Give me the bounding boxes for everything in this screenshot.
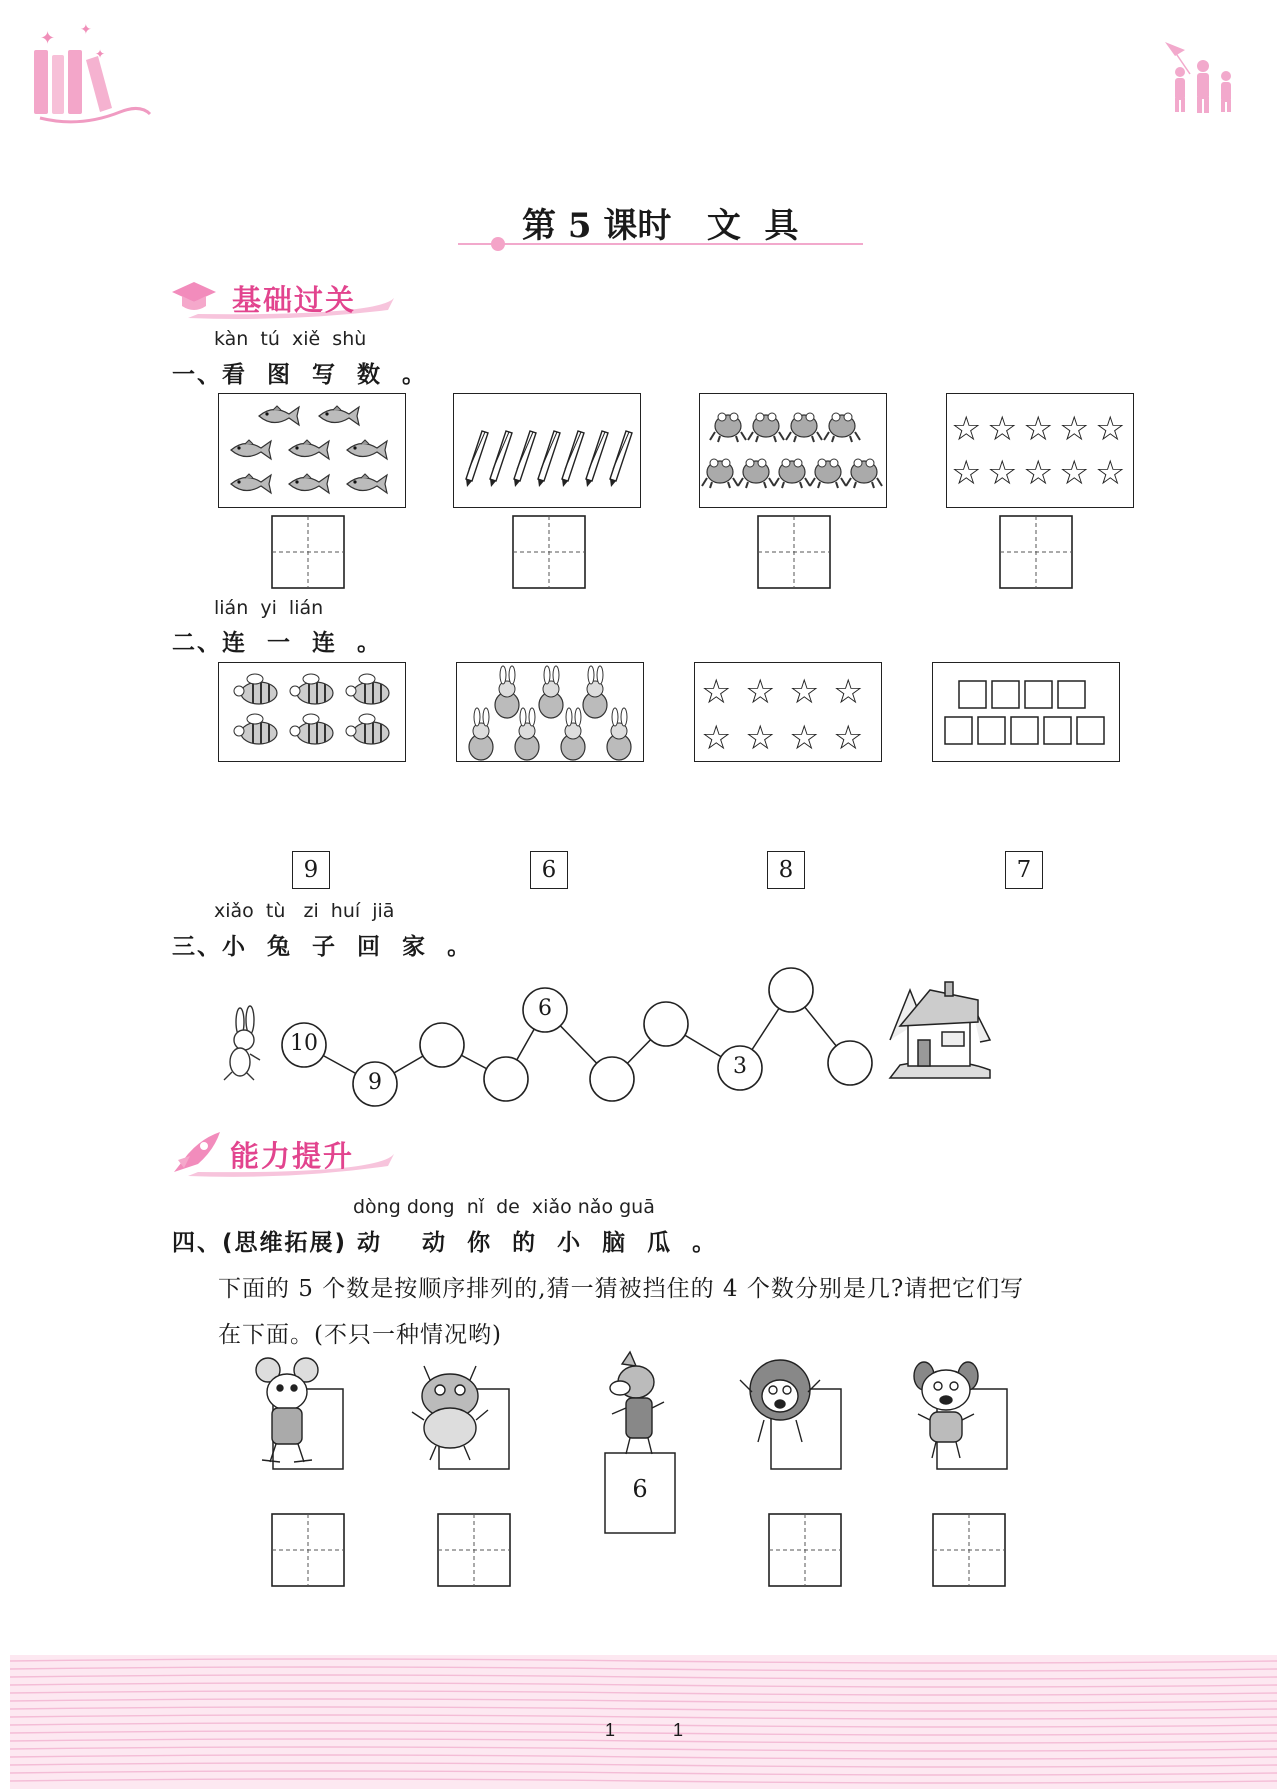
horse-icon	[610, 1352, 664, 1454]
circle-label: 6	[538, 996, 552, 1021]
q2-number-box[interactable]: 7	[1005, 851, 1043, 889]
svg-text:☆: ☆	[1023, 409, 1054, 449]
q4-answer-box-3[interactable]	[768, 1513, 842, 1587]
svg-text:☆: ☆	[1059, 453, 1090, 493]
q4-pinyin: dòng dong nǐ de xiǎo nǎo guā	[353, 1196, 655, 1218]
q2-label: 二、连 一 连 。	[172, 630, 383, 656]
q3-pinyin: xiǎo tù zi huí jiā	[214, 900, 395, 922]
path-circle	[769, 968, 813, 1012]
q1-pinyin: kàn tú xiě shù	[214, 328, 367, 350]
q4-label: 四、(思维拓展) 动 动 你 的 小 脑 瓜 。	[172, 1230, 718, 1256]
q2-number-box[interactable]: 8	[767, 851, 805, 889]
svg-text:☆: ☆	[833, 672, 864, 712]
svg-text:☆: ☆	[701, 718, 732, 758]
q2-pinyin: lián yi lián	[214, 597, 324, 619]
svg-text:☆: ☆	[1095, 409, 1126, 449]
svg-text:☆: ☆	[1095, 453, 1126, 493]
svg-text:☆: ☆	[789, 672, 820, 712]
svg-text:☆: ☆	[951, 453, 982, 493]
page-number-right: 1	[673, 1720, 684, 1740]
q4-answer-box-2[interactable]	[437, 1513, 511, 1587]
svg-text:☆: ☆	[987, 453, 1018, 493]
rocket-icon	[174, 1132, 220, 1172]
q2-number-box[interactable]: 9	[292, 851, 330, 889]
svg-text:☆: ☆	[745, 672, 776, 712]
path-circle	[484, 1057, 528, 1101]
page-title: 第 5 课时 文 具	[522, 206, 799, 246]
q4-description-line2: 在下面。(不只一种情况哟)	[218, 1322, 502, 1348]
svg-text:☆: ☆	[833, 718, 864, 758]
q2-number-box[interactable]: 6	[530, 851, 568, 889]
q1-label: 一、看 图 写 数 。	[172, 362, 428, 388]
path-circle	[590, 1057, 634, 1101]
circle-label: 10	[290, 1031, 318, 1056]
svg-text:☆: ☆	[701, 672, 732, 712]
section-title-advanced: 能力提升	[230, 1139, 355, 1173]
svg-text:☆: ☆	[745, 718, 776, 758]
svg-text:✦: ✦	[95, 47, 106, 61]
q4-answer-box-1[interactable]	[271, 1513, 345, 1587]
section-title-basic: 基础过关	[232, 283, 357, 317]
svg-text:✦: ✦	[80, 22, 92, 38]
svg-text:✦: ✦	[40, 28, 56, 49]
svg-text:☆: ☆	[789, 718, 820, 758]
svg-text:☆: ☆	[987, 409, 1018, 449]
circle-label: 3	[733, 1054, 747, 1079]
svg-text:☆: ☆	[1059, 409, 1090, 449]
q4-description-line1: 下面的 5 个数是按顺序排列的,猜一猜被挡住的 4 个数分别是几?请把它们写	[218, 1276, 1025, 1302]
path-circle	[644, 1002, 688, 1046]
svg-text:☆: ☆	[951, 409, 982, 449]
path-circle	[828, 1041, 872, 1085]
q3-label: 三、小 兔 子 回 家 。	[172, 934, 473, 960]
page-number-left: 1	[605, 1720, 616, 1740]
q4-animals-row	[0, 1350, 1287, 1590]
footer-stripes	[10, 1655, 1277, 1789]
svg-text:☆: ☆	[1023, 453, 1054, 493]
q4-answer-box-4[interactable]	[932, 1513, 1006, 1587]
path-circle	[420, 1023, 464, 1067]
q4-visible-number: 6	[632, 1475, 648, 1503]
circle-label: 9	[368, 1070, 382, 1095]
